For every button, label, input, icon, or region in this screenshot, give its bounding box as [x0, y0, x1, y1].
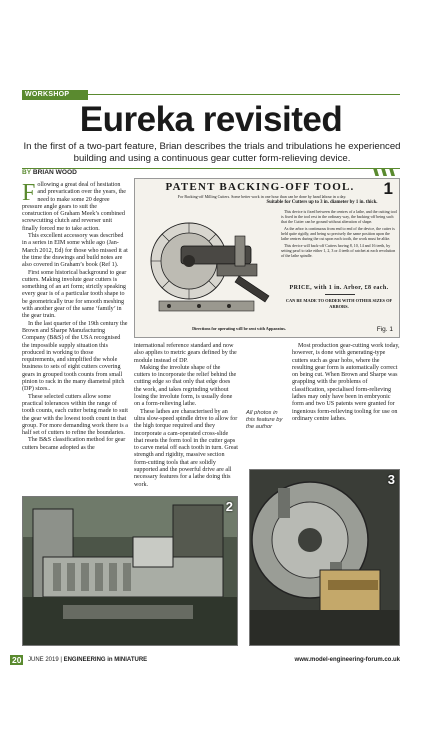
advert-footer: Directions for operating will be sent with Apparatus.	[192, 326, 286, 331]
advert-subtitle: For Backing-off Milling Cutters. Some better work in one hour than can be done by hand labour in a day.	[177, 194, 347, 199]
drop-cap: F	[22, 180, 36, 206]
photo-number: 2	[225, 499, 233, 514]
paragraph: Most production gear-cutting work today, however, is done with generating-type cutters such as gear hobs, where the resulting gear form is automatically correct on being cut. When Brown and Sharpe was grappling with the problems of classification, specialised form-relieving lathes may only have been in embryonic form and two US patents were granted for ingenious form-relieving tooling for use on ordinary centre lathes.	[292, 343, 400, 422]
photo-credit-caption: All photos in this feature by the author	[246, 410, 283, 430]
gear-cutter-chuck-photo	[250, 470, 400, 646]
paragraph: The B&S classification method for gear cutters became adopted as the	[22, 437, 126, 451]
advert-rule	[325, 294, 355, 295]
folio: JUNE 2019 | ENGINEERING in MINIATURE	[28, 657, 148, 663]
byline-rule	[22, 168, 400, 177]
advert-number: 1	[383, 179, 393, 198]
photo-number: 3	[387, 472, 395, 487]
headline: Eureka revisited	[79, 100, 343, 139]
figure-label: Fig. 1	[376, 326, 393, 333]
website-url: www.model-engineering-forum.co.uk	[294, 657, 400, 663]
figure-1-advert	[134, 178, 400, 338]
advert-body: This device is fixed between the centres of a lathe, and the cutting tool is fixed in the tool rest in the ordinary way, the backing-off being such that the Cutter can be ground without alteration of shape. As the arbor is continuous from end to end of the device, the cutter is held quite rigidly, and being so precisely the same position upon the lathe centres during the cut upon each tooth, the work must be alike. This device will back-off Cutters having 8, 10, 14 and 16 teeth, by setting pawl to take either 1, 2, 3 or 4 teeth of ratchet at each revolution of the lathe spindle.	[281, 209, 397, 258]
section-tag: WORKSHOP	[22, 90, 88, 100]
paragraph: First some historical background to gear cutters. Making involute gear cutters is something of an art form; strictly speaking every gear is of a particular tooth shape to be geometrically true for smooth meshing with another gear of the same ‘family’ in the gear train.	[22, 269, 127, 320]
magazine-title: ENGINEERING in MINIATURE	[63, 657, 148, 663]
byline-prefix: BY	[22, 169, 32, 176]
advert-order-note: CAN BE MADE TO ORDER WITH OTHER SIZES OF ARBORS.	[285, 298, 393, 309]
advert-title: PATENT BACKING-OFF TOOL.	[165, 181, 355, 193]
section-rule	[88, 94, 400, 95]
paragraph: In the last quarter of the 19th century the Brown and Sharpe Manufacturing Company (B&S) of the USA recognised the impossible supply situation this produced in working to those requirements, and simplified the whole business to sets of eight cutters covering gears in grouped tooth counts from small pinion to rack in the many diametral pitch (DP) sizes..	[22, 320, 128, 393]
issue-date: JUNE 2019	[28, 657, 59, 663]
photo-3	[249, 469, 400, 646]
article-column-1	[22, 182, 128, 452]
paragraph: Following a great deal of hesitation and prevarication over the years, the need to make some 20 degree pressure angle gears to suit the construction of Graham Meek’s combined screwcutting clutch and reverser unit finally forced me to take action.	[22, 180, 127, 232]
paragraph: These lathes are characterised by an ultra slow-speed spindle drive to allow for the high torque required and they incorporate a cam-operated cross-slide that resets the form tool in the cutter gaps to carve metal off each tooth in turn. Great strength and rigidity, massive section form-cutting tools that are solidly supported and the powerful drive are all necessary features for a lathe doing this work.	[134, 408, 238, 488]
paragraph: Making the involute shape of the cutters to incorporate the relief behind the cutting edge so that only that edge does the work, and takes regrinding without losing the involute form, is usually done on a form-relieving lathe.	[134, 364, 237, 408]
page-number: 20	[12, 655, 22, 665]
byline	[22, 169, 77, 176]
paragraph: These selected cutters allow some practical tolerances within the range of tooth counts, each cutter being made to suit the gear with the lowest tooth count in that group. For more demanding work there is a half set of cutters to refine the boundaries.	[22, 393, 128, 437]
paragraph: This excellent accessory was described in a series in EIM some while ago (Jan-March 2012, Ed) for those who missed it at the time the drawings and build notes are also covered in Graham’s book (Ref 1).	[22, 233, 128, 269]
article-column-2	[134, 343, 238, 489]
lathe-cross-slide-photo	[23, 497, 238, 646]
article-column-3	[292, 343, 400, 423]
advert-price: PRICE, with 1 in. Arbor, £8 each.	[289, 285, 389, 291]
photo-2	[22, 496, 238, 646]
backing-off-tool-drawing	[139, 206, 279, 321]
paragraph: international reference standard and now also applies to metric gears defined by the module instead of DP.	[134, 343, 237, 364]
standfirst: In the first of a two-part feature, Brian describes the trials and tribulations he experienced building and using a continuous gear cutter form-relieving device.	[23, 141, 401, 164]
byline-author: BRIAN WOOD	[32, 169, 77, 176]
advert-suitability: Suitable for Cutters up to 3 in. diameter by 1 in. thick.	[266, 200, 378, 205]
